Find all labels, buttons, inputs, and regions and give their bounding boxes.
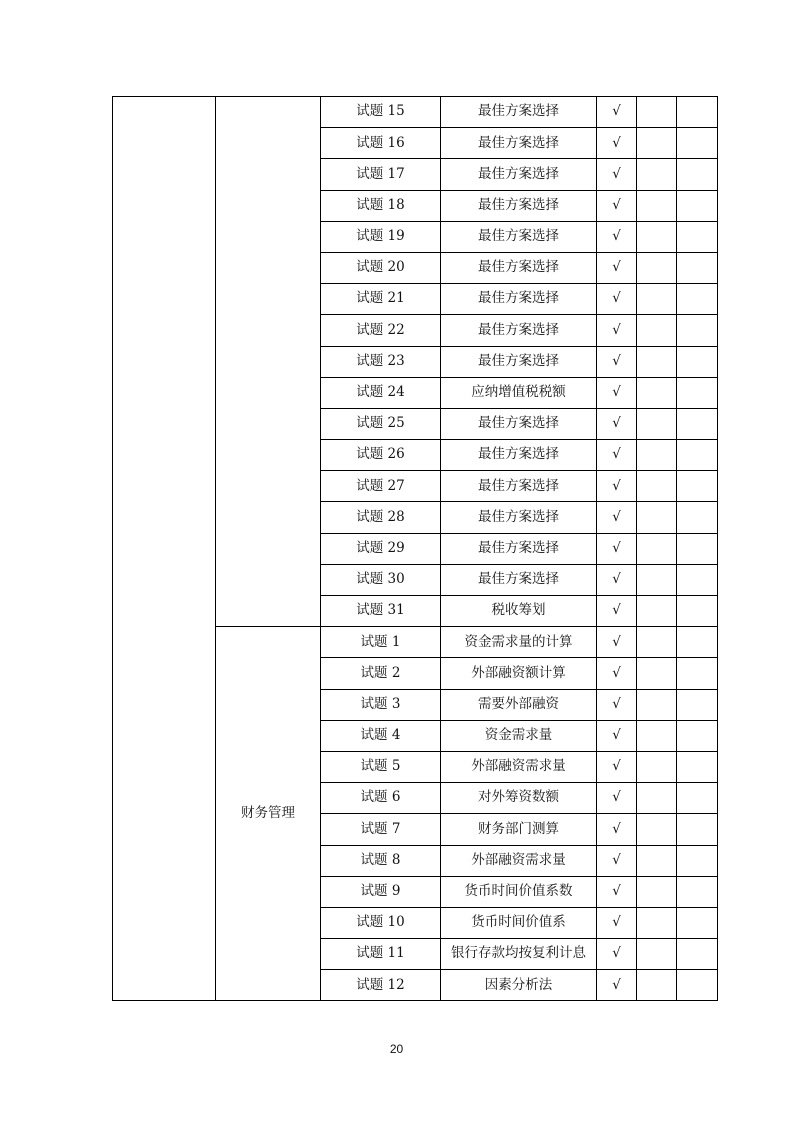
check-mark-cell: √ [597,252,637,283]
item-cell: 试题 11 [321,939,441,970]
content-cell: 货币时间价值系数 [441,876,597,907]
check-cell-empty [677,970,718,1001]
item-cell: 试题 19 [321,221,441,252]
check-cell-empty [637,97,677,128]
check-mark-cell: √ [597,408,637,439]
check-cell-empty [677,471,718,502]
check-cell-empty [677,939,718,970]
check-mark-cell: √ [597,377,637,408]
item-cell: 试题 31 [321,596,441,627]
check-cell-empty [637,907,677,938]
content-cell: 需要外部融资 [441,689,597,720]
item-cell: 试题 22 [321,315,441,346]
check-cell-empty [677,596,718,627]
check-cell-empty [637,845,677,876]
check-mark-cell: √ [597,190,637,221]
check-cell-empty [637,408,677,439]
item-cell: 试题 28 [321,502,441,533]
check-mark-cell: √ [597,939,637,970]
content-cell: 最佳方案选择 [441,315,597,346]
check-cell-empty [637,596,677,627]
content-cell: 最佳方案选择 [441,159,597,190]
content-cell: 最佳方案选择 [441,128,597,159]
check-cell-empty [677,751,718,782]
check-cell-empty [677,783,718,814]
check-cell-empty [637,377,677,408]
check-mark-cell: √ [597,783,637,814]
content-cell: 资金需求量的计算 [441,627,597,658]
table-body [113,97,718,1001]
content-cell: 最佳方案选择 [441,221,597,252]
content-cell: 外部融资需求量 [441,751,597,782]
check-cell-empty [637,284,677,315]
content-cell: 货币时间价值系 [441,907,597,938]
check-cell-empty [677,658,718,689]
item-cell: 试题 2 [321,658,441,689]
item-cell: 试题 1 [321,627,441,658]
check-cell-empty [677,564,718,595]
check-mark-cell: √ [597,97,637,128]
item-cell: 试题 15 [321,97,441,128]
check-mark-cell: √ [597,751,637,782]
item-cell: 试题 7 [321,814,441,845]
check-cell-empty [637,939,677,970]
item-cell: 试题 4 [321,720,441,751]
check-cell-empty [677,502,718,533]
item-cell: 试题 20 [321,252,441,283]
check-cell-empty [637,440,677,471]
content-cell: 最佳方案选择 [441,408,597,439]
check-cell-empty [677,907,718,938]
check-mark-cell: √ [597,440,637,471]
check-mark-cell: √ [597,720,637,751]
check-mark-cell: √ [597,596,637,627]
module-cell: 财务管理 [216,627,321,1001]
content-cell: 资金需求量 [441,720,597,751]
content-cell: 最佳方案选择 [441,284,597,315]
check-cell-empty [677,533,718,564]
item-cell: 试题 3 [321,689,441,720]
check-mark-cell: √ [597,970,637,1001]
item-cell: 试题 17 [321,159,441,190]
check-cell-empty [677,97,718,128]
content-cell: 最佳方案选择 [441,502,597,533]
check-cell-empty [637,814,677,845]
content-cell: 最佳方案选择 [441,533,597,564]
check-cell-empty [677,876,718,907]
check-cell-empty [677,627,718,658]
check-mark-cell: √ [597,221,637,252]
check-cell-empty [677,720,718,751]
check-cell-empty [637,783,677,814]
check-cell-empty [677,377,718,408]
check-cell-empty [637,533,677,564]
content-cell: 应纳增值税税额 [441,377,597,408]
check-mark-cell: √ [597,346,637,377]
check-cell-empty [677,159,718,190]
check-cell-empty [677,845,718,876]
item-cell: 试题 8 [321,845,441,876]
category-cell [113,97,216,1001]
check-cell-empty [637,252,677,283]
item-cell: 试题 6 [321,783,441,814]
content-cell: 最佳方案选择 [441,471,597,502]
item-cell: 试题 16 [321,128,441,159]
content-cell: 最佳方案选择 [441,252,597,283]
check-cell-empty [677,315,718,346]
content-cell: 最佳方案选择 [441,346,597,377]
content-cell: 最佳方案选择 [441,190,597,221]
item-cell: 试题 24 [321,377,441,408]
check-cell-empty [637,720,677,751]
check-mark-cell: √ [597,128,637,159]
content-cell: 外部融资额计算 [441,658,597,689]
check-mark-cell: √ [597,845,637,876]
check-mark-cell: √ [597,689,637,720]
check-cell-empty [677,284,718,315]
item-cell: 试题 25 [321,408,441,439]
content-cell: 最佳方案选择 [441,564,597,595]
check-cell-empty [677,190,718,221]
check-cell-empty [637,970,677,1001]
check-mark-cell: √ [597,533,637,564]
check-cell-empty [677,221,718,252]
check-cell-empty [677,814,718,845]
content-cell: 税收筹划 [441,596,597,627]
check-cell-empty [677,689,718,720]
content-cell: 外部融资需求量 [441,845,597,876]
check-cell-empty [677,252,718,283]
item-cell: 试题 21 [321,284,441,315]
check-mark-cell: √ [597,658,637,689]
check-mark-cell: √ [597,284,637,315]
check-mark-cell: √ [597,502,637,533]
check-cell-empty [637,128,677,159]
content-cell: 最佳方案选择 [441,97,597,128]
check-mark-cell: √ [597,315,637,346]
check-cell-empty [637,190,677,221]
check-mark-cell: √ [597,471,637,502]
item-cell: 试题 18 [321,190,441,221]
check-cell-empty [637,159,677,190]
content-cell: 银行存款均按复利计息 [441,939,597,970]
item-cell: 试题 12 [321,970,441,1001]
check-cell-empty [677,408,718,439]
item-cell: 试题 5 [321,751,441,782]
content-cell: 因素分析法 [441,970,597,1001]
item-cell: 试题 27 [321,471,441,502]
item-cell: 试题 26 [321,440,441,471]
page-number: 20 [389,1042,404,1056]
check-mark-cell: √ [597,564,637,595]
module-cell [216,97,321,627]
check-cell-empty [637,876,677,907]
check-cell-empty [677,128,718,159]
check-cell-empty [637,471,677,502]
table-row [113,97,718,128]
content-cell: 对外筹资数额 [441,783,597,814]
check-cell-empty [637,689,677,720]
item-cell: 试题 9 [321,876,441,907]
check-cell-empty [637,564,677,595]
check-cell-empty [637,221,677,252]
check-mark-cell: √ [597,814,637,845]
check-cell-empty [637,315,677,346]
check-cell-empty [677,346,718,377]
content-cell: 财务部门测算 [441,814,597,845]
check-mark-cell: √ [597,907,637,938]
check-cell-empty [637,502,677,533]
item-cell: 试题 10 [321,907,441,938]
check-cell-empty [637,751,677,782]
content-cell: 最佳方案选择 [441,440,597,471]
exam-items-table [112,96,718,1001]
check-cell-empty [637,346,677,377]
item-cell: 试题 30 [321,564,441,595]
check-mark-cell: √ [597,627,637,658]
check-mark-cell: √ [597,876,637,907]
item-cell: 试题 29 [321,533,441,564]
item-cell: 试题 23 [321,346,441,377]
check-cell-empty [637,627,677,658]
check-cell-empty [637,658,677,689]
check-mark-cell: √ [597,159,637,190]
check-cell-empty [677,440,718,471]
